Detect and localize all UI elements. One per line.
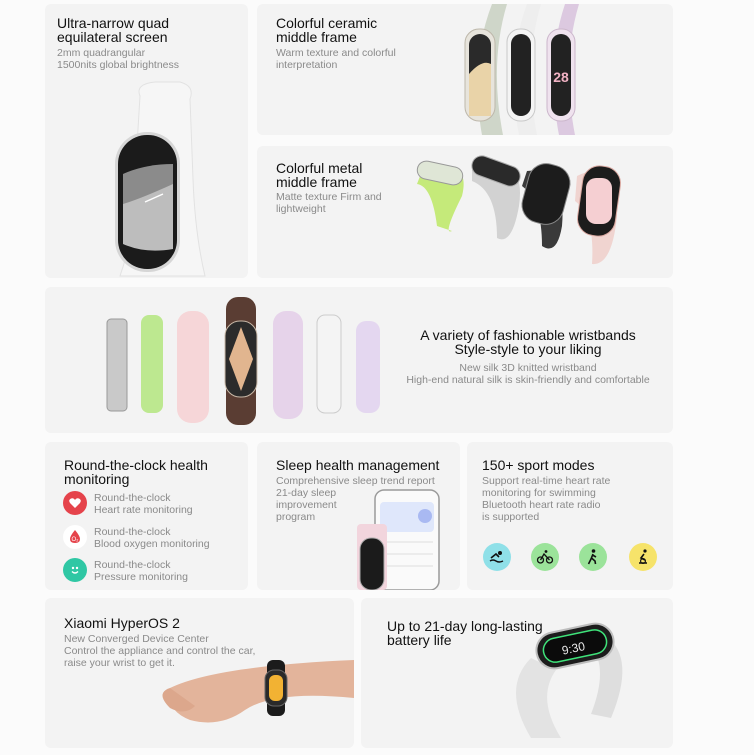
heart-icon (63, 491, 87, 515)
wrist-watch-image (45, 598, 354, 748)
sleep-title: Sleep health management (276, 457, 440, 473)
metal-subtitle: Matte texture Firm and lightweight (276, 191, 382, 215)
sleep-subtitle: Comprehensive sleep trend report 21-day sleep improvement program (276, 475, 435, 523)
hyperos-subtitle: New Converged Device Center Control the appliance and control the car, raise your wrist to get it. (64, 633, 256, 669)
battery-watch-time: 9:30 (560, 639, 587, 658)
cycling-icon (531, 543, 559, 571)
card-sport (467, 442, 673, 590)
ceramic-watches-image (257, 4, 673, 135)
ceramic-title: Colorful ceramic middle frame (276, 15, 378, 45)
wristbands-subtitle: New silk 3D knitted wristband High-end natural silk is skin-friendly and comfortable (406, 362, 650, 386)
metal-title: Colorful metal middle frame (276, 160, 363, 190)
pressure-icon (63, 558, 87, 582)
ceramic-subtitle: Warm texture and colorful interpretation (276, 47, 396, 71)
card-hyperos (45, 598, 354, 748)
walking-icon (579, 543, 607, 571)
sport-subtitle: Support real-time heart rate monitoring for swimming Bluetooth heart rate radio is supported (482, 475, 611, 523)
wristbands-image (45, 287, 385, 433)
card-wristbands (45, 287, 673, 433)
sport-title: 150+ sport modes (482, 457, 595, 473)
card-screen (45, 4, 248, 278)
sleep-phone-image (257, 442, 460, 590)
indoor-cycling-icon (629, 543, 657, 571)
health-title: Round-the-clock health monitoring (64, 457, 208, 487)
card-metal (257, 146, 673, 278)
battery-watch-image (361, 598, 673, 748)
band-watch-image (45, 4, 248, 278)
card-ceramic (257, 4, 673, 135)
screen-subtitle: 2mm quadrangular 1500nits global brightness (57, 47, 180, 71)
screen-title: Ultra-narrow quad equilateral screen (57, 15, 170, 45)
blood-oxygen-icon (63, 525, 87, 549)
wristbands-title: A variety of fashionable wristbands Style-style to your liking (420, 327, 636, 357)
battery-title: Up to 21-day long-lasting battery life (387, 618, 543, 648)
metal-watches-image (257, 146, 673, 278)
card-health (45, 442, 248, 590)
card-sleep (257, 442, 460, 590)
health-item-pressure-label: Round-the-clock Pressure monitoring (94, 559, 188, 583)
ceramic-watch-time: 28 (553, 69, 569, 85)
svg-text:O₂: O₂ (71, 537, 79, 543)
health-item-heart-label: Round-the-clock Heart rate monitoring (94, 492, 193, 516)
health-item-oxygen-label: Round-the-clock Blood oxygen monitoring (94, 526, 210, 550)
hyperos-title: Xiaomi HyperOS 2 (64, 615, 180, 631)
swimming-icon (483, 543, 511, 571)
card-battery (361, 598, 673, 748)
